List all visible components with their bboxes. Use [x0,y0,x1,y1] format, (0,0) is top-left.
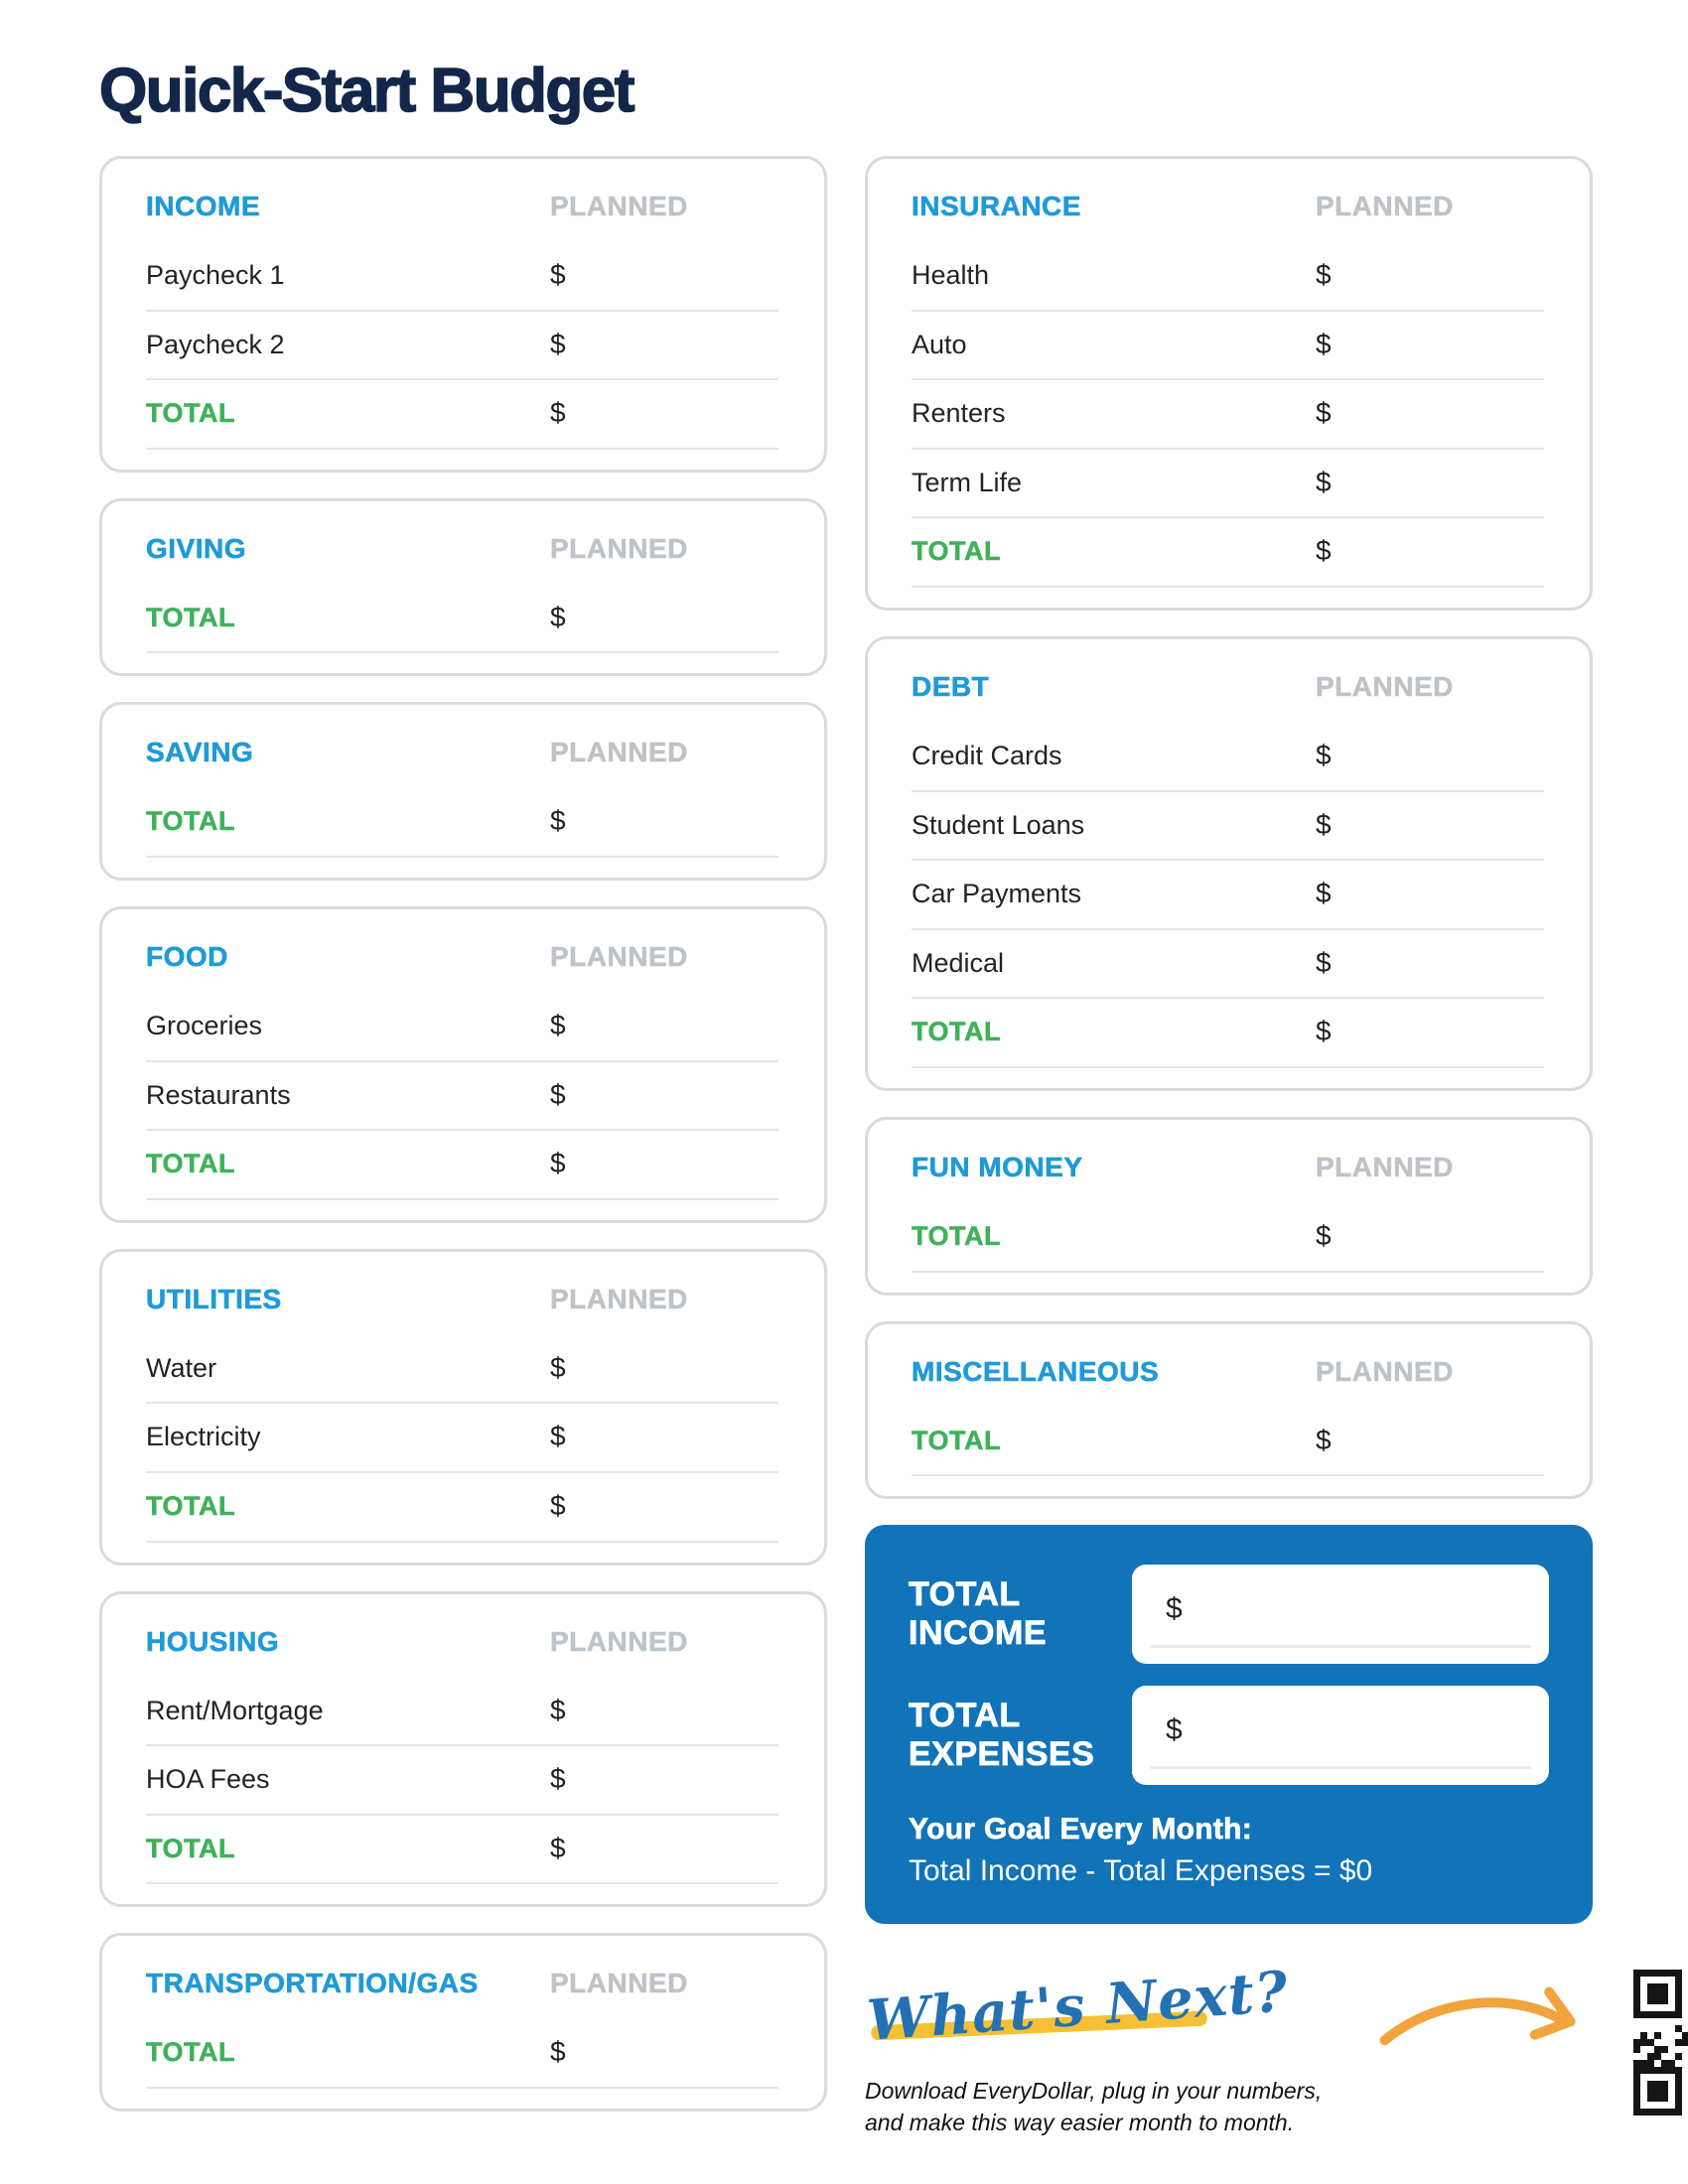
category-title-insurance: INSURANCE [912,191,1081,221]
total-label: TOTAL [146,1490,235,1521]
row-label: Restaurants [146,1079,291,1110]
card-debt [865,636,1593,1091]
planned-column-header: PLANNED [550,1968,688,1999]
row-label: Rent/Mortgage [146,1695,324,1725]
planned-column-header: PLANNED [550,1625,688,1657]
row-label: Paycheck 1 [146,260,285,290]
row-amount-field[interactable]: $ [550,259,566,290]
total-expenses-label: TOTAL EXPENSES [909,1697,1095,1774]
curved-arrow-icon [1375,1979,1600,2069]
row-amount-field[interactable]: $ [1316,946,1332,978]
total-label: TOTAL [146,2037,235,2068]
content-columns [99,156,1593,2139]
total-amount-field[interactable]: $ [1316,1016,1332,1047]
row-amount-field[interactable]: $ [550,1694,566,1725]
page-title: Quick-Start Budget [99,57,633,125]
row-label: Term Life [912,467,1023,497]
budget-row [146,1062,778,1132]
budget-row [146,242,778,312]
total-amount-field[interactable]: $ [550,397,566,429]
budget-row [912,450,1544,519]
card-miscellaneous [865,1321,1593,1500]
fill-in-line [1150,1645,1531,1648]
card-fun-money [865,1117,1593,1296]
planned-column-header: PLANNED [550,737,688,768]
card-utilities [99,1249,827,1566]
row-amount-field[interactable]: $ [1316,466,1332,497]
row-amount-field[interactable]: $ [1316,878,1332,909]
goal-heading: Your Goal Every Month: [909,1813,1253,1846]
total-amount-field[interactable]: $ [1316,1219,1332,1251]
left-column [99,156,827,2137]
category-title-fun-money: FUN MONEY [912,1151,1083,1182]
total-label: TOTAL [912,1425,1001,1455]
total-row [146,585,778,654]
row-label: Car Payments [912,879,1082,909]
total-amount-field[interactable]: $ [550,1832,566,1863]
total-row [146,1131,778,1200]
planned-column-header: PLANNED [1316,1151,1454,1182]
budget-row [912,723,1544,792]
total-label: TOTAL [912,1220,1001,1251]
row-label: Medical [912,947,1005,978]
budget-row [146,1404,778,1473]
budget-row [146,312,778,381]
category-title-transportation: TRANSPORTATION/GAS [146,1968,479,1999]
fill-in-line [1150,1766,1531,1769]
row-amount-field[interactable]: $ [550,1009,566,1040]
total-label: TOTAL [146,398,235,429]
row-label: Renters [912,398,1006,429]
card-food [99,906,827,1223]
category-title-income: INCOME [146,191,260,221]
row-amount-field[interactable]: $ [550,328,566,359]
budget-row [146,1746,778,1816]
dollar-sign: $ [1166,1713,1183,1747]
budget-row [146,1335,778,1405]
planned-column-header: PLANNED [1316,1355,1454,1387]
download-note: Download EveryDollar, plug in your numbers, and make this way easier month to month. [865,2078,1323,2136]
total-label: TOTAL [912,536,1001,567]
row-label: Health [912,260,990,290]
row-label: Student Loans [912,809,1085,840]
card-giving [99,498,827,677]
category-title-saving: SAVING [146,737,254,768]
row-label: Auto [912,329,967,359]
total-amount-field[interactable]: $ [550,805,566,837]
total-amount-field[interactable]: $ [550,2036,566,2068]
total-label: TOTAL [146,1149,235,1179]
budget-row [146,993,778,1062]
planned-column-header: PLANNED [1316,670,1454,702]
card-insurance [865,156,1593,611]
row-label: Water [146,1352,217,1383]
category-title-housing: HOUSING [146,1625,280,1657]
whats-next-section [865,1959,1593,2138]
planned-column-header: PLANNED [1316,191,1454,221]
total-row [146,1473,778,1543]
goal-text: Total Income - Total Expenses = $0 [909,1854,1373,1888]
total-amount-field[interactable]: $ [550,1148,566,1179]
budget-row [146,1678,778,1747]
total-label: TOTAL [146,806,235,837]
category-title-giving: GIVING [146,532,247,564]
total-label: TOTAL [912,1017,1001,1047]
row-amount-field[interactable]: $ [1316,328,1332,359]
budget-row [912,861,1544,930]
row-amount-field[interactable]: $ [1316,397,1332,429]
total-amount-field[interactable]: $ [550,1489,566,1521]
row-amount-field[interactable]: $ [1316,808,1332,840]
card-income [99,156,827,473]
total-label: TOTAL [146,1833,235,1863]
total-expenses-input[interactable] [1132,1686,1549,1785]
total-row [146,1816,778,1885]
card-transportation [99,1933,827,2112]
total-row [146,2019,778,2089]
row-amount-field[interactable]: $ [1316,739,1332,770]
row-label: Paycheck 2 [146,329,285,359]
planned-column-header: PLANNED [550,940,688,972]
total-income-label: TOTAL INCOME [909,1575,1047,1653]
card-housing [99,1591,827,1908]
total-amount-field[interactable]: $ [1316,1424,1332,1455]
row-amount-field[interactable]: $ [550,1763,566,1795]
total-row [912,999,1544,1068]
row-label: Groceries [146,1010,263,1040]
row-label: HOA Fees [146,1764,270,1795]
right-column [865,156,1593,2139]
budget-row [912,380,1544,450]
row-label: Credit Cards [912,740,1062,770]
total-row [912,1408,1544,1477]
total-row [146,380,778,450]
total-row [146,788,778,858]
budget-row [912,242,1544,312]
card-saving [99,702,827,881]
total-row [912,518,1544,588]
budget-row [912,792,1544,862]
planned-column-header: PLANNED [550,532,688,564]
row-label: Electricity [146,1422,261,1452]
total-label: TOTAL [146,602,235,632]
planned-column-header: PLANNED [550,191,688,221]
category-title-miscellaneous: MISCELLANEOUS [912,1355,1160,1387]
planned-column-header: PLANNED [550,1283,688,1314]
total-row [912,1203,1544,1273]
dollar-sign: $ [1166,1592,1183,1626]
row-amount-field[interactable]: $ [550,1078,566,1110]
budget-row [912,930,1544,1000]
whats-next-script: What's Next? [865,1959,1291,2054]
summary-box [865,1525,1593,1924]
row-amount-field[interactable]: $ [550,1351,566,1383]
total-amount-field[interactable]: $ [1316,535,1332,567]
total-amount-field[interactable]: $ [550,601,566,632]
total-income-input[interactable] [1132,1565,1549,1664]
row-amount-field[interactable]: $ [1316,259,1332,290]
category-title-food: FOOD [146,940,228,972]
category-title-debt: DEBT [912,670,990,702]
category-title-utilities: UTILITIES [146,1283,282,1314]
budget-row [912,312,1544,381]
qr-code [1633,1970,1688,2116]
row-amount-field[interactable]: $ [550,1421,566,1452]
